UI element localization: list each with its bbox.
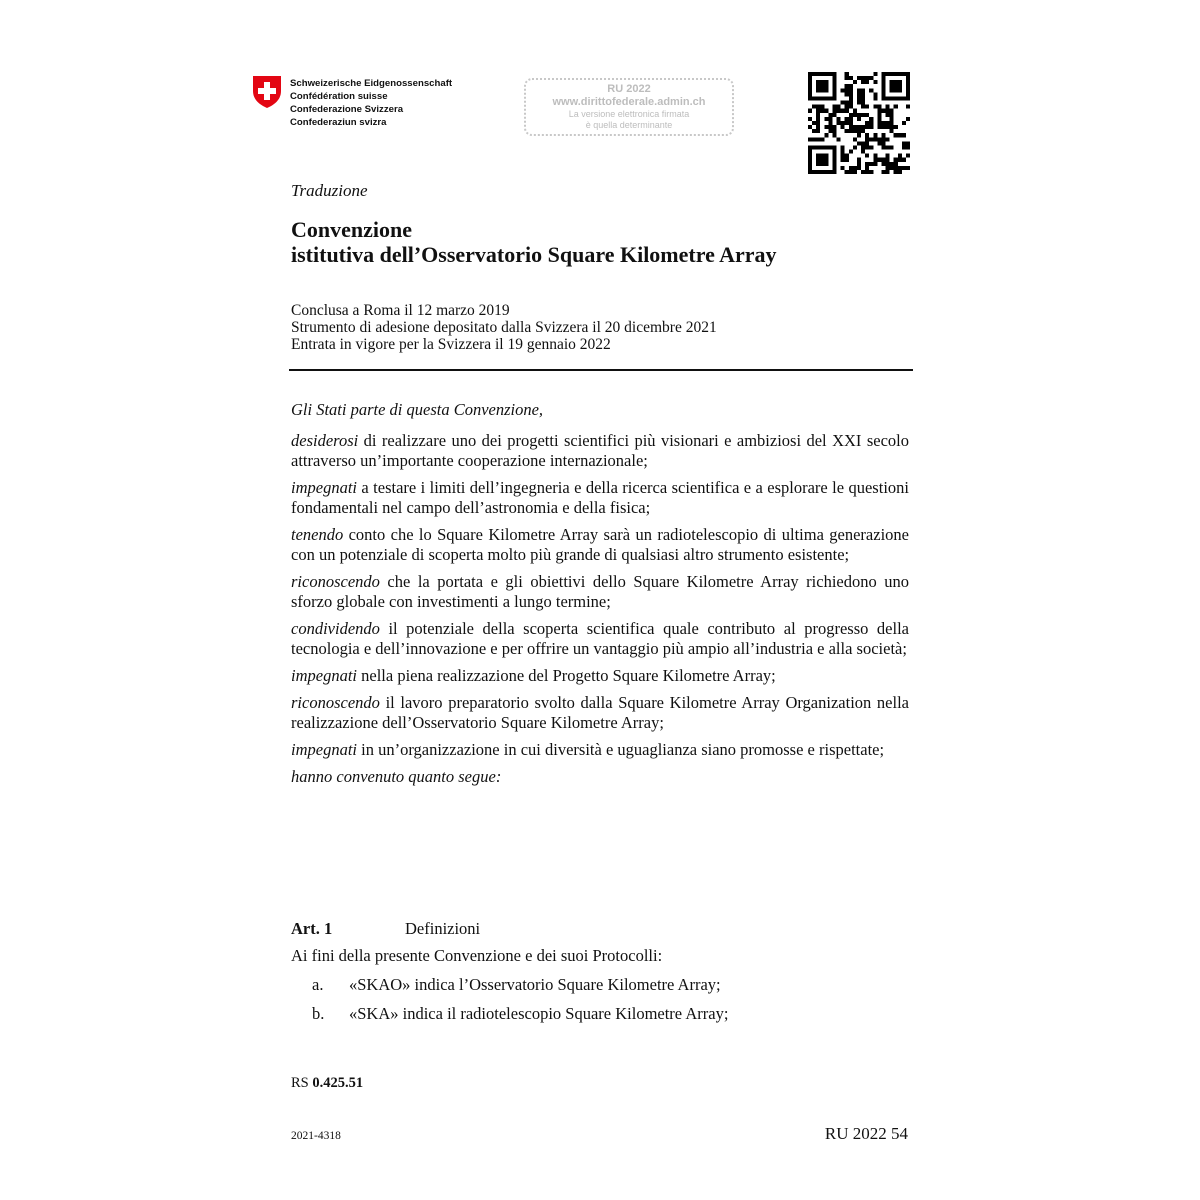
clause-text: conto che lo Square Kilometre Array sarà un radiotelescopio di ultima generazione con un potenziale di scoperta molto più grande di qualsiasi altro strumento esistente; xyxy=(291,525,909,564)
meta-concluded: Conclusa a Roma il 12 marzo 2019 xyxy=(291,302,510,319)
confed-line-it: Confederazione Svizzera xyxy=(290,104,404,115)
clause-text: a testare i limiti dell’ingegneria e della ricerca scientifica e a esplorare le questioni fondamentali nel campo dell’astronomia e della fisica; xyxy=(291,478,909,517)
clause-lead: impegnati xyxy=(291,478,357,497)
article-title: Definizioni xyxy=(405,919,481,938)
confed-line-rm: Confederaziun svizra xyxy=(290,117,387,128)
rs-number: 0.425.51 xyxy=(312,1075,364,1091)
clause-lead: riconoscendo xyxy=(291,572,380,591)
confed-line-de: Schweizerische Eidgenossenschaft xyxy=(290,78,453,89)
confed-line-fr: Confédération suisse xyxy=(290,91,388,102)
definition-item xyxy=(312,1004,728,1024)
translation-label: Traduzione xyxy=(291,181,368,200)
clause-text: il lavoro preparatorio svolto dalla Square Kilometre Array Organization nella realizzazione dell’Osservatorio Square Kilometre Array; xyxy=(291,693,909,732)
preamble-outro: hanno convenuto quanto segue: xyxy=(291,767,502,786)
meta-instrument: Strumento di adesione depositato dalla Svizzera il 20 dicembre 2021 xyxy=(291,319,717,336)
swiss-shield-icon xyxy=(252,75,282,109)
preamble-clause xyxy=(291,478,909,518)
item-text: «SKAO» indica l’Osservatorio Square Kilometre Array; xyxy=(349,975,721,994)
divider xyxy=(289,369,913,371)
preamble-intro: Gli Stati parte di questa Convenzione, xyxy=(291,400,544,419)
article-intro: Ai fini della presente Convenzione e dei suoi Protocolli: xyxy=(291,946,663,965)
qr-code-icon xyxy=(808,72,910,174)
preamble-clause xyxy=(291,740,909,760)
electronic-version-stamp xyxy=(524,78,734,136)
ru-reference: RU 2022 54 xyxy=(824,1124,908,1143)
article-heading xyxy=(291,919,480,939)
clause-text: in un’organizzazione in cui diversità e uguaglianza siano promosse e rispettate; xyxy=(357,740,885,759)
preamble-clause xyxy=(291,572,909,612)
rs-prefix: RS xyxy=(291,1075,313,1091)
stamp-line-3: La versione elettronica firmata xyxy=(568,109,690,119)
item-label: b. xyxy=(312,1004,325,1023)
item-label: a. xyxy=(312,975,324,994)
rs-reference xyxy=(291,1075,363,1092)
clause-lead: impegnati xyxy=(291,666,357,685)
clause-text: che la portata e gli obiettivi dello Square Kilometre Array richiedono uno sforzo globale con investimenti a lungo termine; xyxy=(291,572,909,611)
meta-entry-into-force: Entrata in vigore per la Svizzera il 19 gennaio 2022 xyxy=(291,336,611,353)
clause-lead: condividendo xyxy=(291,619,380,638)
article-number: Art. 1 xyxy=(291,919,333,938)
preamble-clause xyxy=(291,619,909,659)
clause-lead: tenendo xyxy=(291,525,344,544)
preamble-clause xyxy=(291,431,909,471)
clause-text: di realizzare uno dei progetti scientifici più visionari e ambiziosi del XXI secolo attraverso un’importante cooperazione internazionale; xyxy=(291,431,909,470)
clause-text: nella piena realizzazione del Progetto Square Kilometre Array; xyxy=(357,666,776,685)
page-title xyxy=(291,217,777,267)
document-dates xyxy=(291,302,717,353)
stamp-line-4: è quella determinante xyxy=(585,120,673,130)
clause-lead: impegnati xyxy=(291,740,357,759)
preamble xyxy=(291,400,909,794)
item-text: «SKA» indica il radiotelescopio Square Kilometre Array; xyxy=(349,1004,729,1023)
stamp-line-1: RU 2022 xyxy=(607,83,651,95)
confederation-logo xyxy=(252,75,472,135)
clause-lead: riconoscendo xyxy=(291,693,380,712)
preamble-clause xyxy=(291,693,909,733)
preamble-clause xyxy=(291,666,909,686)
clause-text: il potenziale della scoperta scientifica quale contributo al progresso della tecnologia e dell’innovazione e per offrire un vantaggio più ampio all’industria e alla società; xyxy=(291,619,909,658)
title-line-1: Convenzione xyxy=(291,217,412,242)
confederation-names xyxy=(290,77,452,129)
document-number: 2021-4318 xyxy=(291,1130,341,1142)
clause-lead: desiderosi xyxy=(291,431,359,450)
stamp-line-2: www.dirittofederale.admin.ch xyxy=(552,96,706,108)
definition-item xyxy=(312,975,721,995)
preamble-clause xyxy=(291,525,909,565)
title-line-2: istitutiva dell’Osservatorio Square Kilometre Array xyxy=(291,242,777,267)
